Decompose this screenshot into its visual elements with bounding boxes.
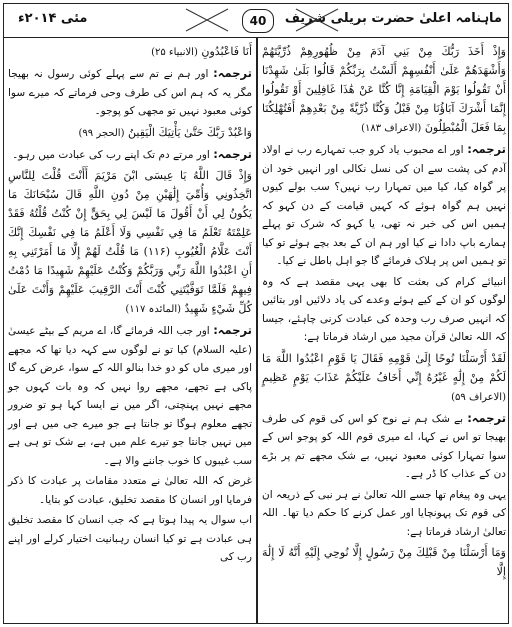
translation-paragraph — [8, 64, 252, 121]
translation-label: ترجمہ: — [213, 66, 252, 80]
left-column — [8, 42, 252, 569]
ayah-reference: (المائدہ ۱۱۷) — [125, 304, 181, 315]
translation-label: ترجمہ: — [213, 323, 252, 337]
magazine-page — [3, 3, 509, 624]
header-ornament-left-icon — [184, 7, 230, 33]
body-paragraph: یہی وہ پیغام تھا جسے اللہ تعالیٰ نے ہر نبی کے ذریعہ ان کی قوم تک پہونچایا اور عمل کرنے کا حکم دیا تھا۔ اللہ تعالیٰ ارشاد فرماتا ہے: — [262, 488, 506, 538]
column-divider — [256, 37, 258, 623]
translation-text: اور مرتے دم تک اپنے رب کی عبادت میں رہو۔ — [12, 148, 210, 161]
ayah-reference: (الاعراف ۱۸۳) — [361, 123, 422, 134]
translation-paragraph — [262, 140, 506, 271]
ayah-araf-172 — [262, 42, 506, 138]
body-paragraph: غرض کہ اللہ تعالیٰ نے متعدد مقامات پر عبادت کا ذکر فرمایا اور انسان کا مقصد تخلیق، عبادت کو بتایا۔ — [8, 475, 252, 506]
ayah-text: وَإِذْ أَخَذَ رَبُّكَ مِنْ بَنِي آدَمَ مِنْ ظُهُورِهِمْ ذُرِّيَّتَهُمْ وَأَشْهَدَهُمْ عَلَىٰ أَنْفُسِهِمْ أَلَسْتُ بِرَبِّكُمْ قَالُوا بَلَىٰ شَهِدْنَا أَنْ تَقُولُوا يَوْمَ الْقِيَامَةِ إِنَّا كُنَّا عَنْ هَٰذَا غَافِلِينَ أَوْ تَقُولُوا إِنَّمَا أَشْرَكَ آبَاؤُنَا مِنْ قَبْلُ وَكُنَّا ذُرِّيَّةً مِنْ بَعْدِهِمْ أَفَتُهْلِكُنَا بِمَا فَعَلَ الْمُبْطِلُونَ — [262, 45, 506, 134]
translation-label: ترجمہ: — [467, 410, 507, 425]
right-column — [262, 42, 506, 583]
translation-text: اور جب اللہ فرمائے گا، اے مریم کے بیٹے عیسیٰ (علیہ السلام) کیا تو نے لوگوں سے کہہ دیا تھا کہ مجھے اور میری ماں کو دو خدا بنالو اللہ کے سوا، عرض کرے گا پاکی ہے تجھے، مجھے روا نہیں کہ وہ بات کہوں جو مجھے نہیں پہنچتی، اگر میں نے ایسا کہا ہو تو ضرور تجھے معلوم ہوگا تو جانتا ہے جو میرے جی میں ہے اور میں نہیں جانتا جو تیرے علم میں ہے، بے شک تو ہی ہے سب غیبوں کا خوب جاننے والا ہے۔ — [8, 325, 252, 467]
ayah-araf-59 — [262, 349, 506, 407]
magazine-title: ماہنامہ اعلیٰ حضرت بریلی شریف — [284, 11, 502, 26]
ayah-reference: (الانبیاء ۲۵) — [151, 47, 198, 58]
translation-paragraph — [8, 321, 252, 470]
translation-paragraph — [262, 409, 506, 484]
header-ornament-right-icon — [294, 7, 340, 33]
issue-date: مئی ۲۰۱۴ء — [18, 11, 88, 26]
ayah-reference: (الحجر ۹۹) — [78, 127, 125, 139]
ayah-text: لَقَدْ أَرْسَلْنَا نُوحًا إِلَىٰ قَوْمِهِ فَقَالَ يَا قَوْمِ اعْبُدُوا اللَّهَ مَا لَكُمْ مِنْ إِلَٰهٍ غَيْرُهُ إِنِّي أَخَافُ عَلَيْكُمْ عَذَابَ يَوْمٍ عَظِيمٍ — [262, 351, 506, 384]
ayah-reference: (الاعراف ۵۹) — [451, 391, 506, 403]
ayah-anbiya-25-end — [8, 42, 252, 62]
ayah-text: وَاعْبُدْ رَبَّكَ حَتَّىٰ يَأْتِيَكَ الْيَقِينُ — [128, 125, 252, 139]
page-header — [4, 4, 508, 38]
translation-text: اور ہم نے تم سے پہلے کوئی رسول نہ بھیجا مگر یہ کہ ہم اس کی طرف وحی فرماتے کہ میرے سوا کوئی معبود نہیں تو مجھی کو پوجو۔ — [8, 68, 252, 117]
page-number: 40 — [242, 9, 274, 33]
ayah-text: أَنَا فَاعْبُدُونِ — [201, 45, 252, 58]
translation-paragraph — [8, 145, 252, 165]
ayah-text: وَإِذْ قَالَ اللَّهُ يَا عِيسَى ابْنَ مَرْيَمَ أَأَنْتَ قُلْتَ لِلنَّاسِ اتَّخِذُونِي وَأُمِّيَ إِلَٰهَيْنِ مِنْ دُونِ اللَّهِ قَالَ سُبْحَانَكَ مَا يَكُونُ لِي أَنْ أَقُولَ مَا لَيْسَ لِي بِحَقٍّ إِنْ كُنْتُ قُلْتُهُ فَقَدْ عَلِمْتَهُ تَعْلَمُ مَا فِي نَفْسِي وَلَا أَعْلَمُ مَا فِي نَفْسِكَ إِنَّكَ أَنْتَ عَلَّامُ الْغُيُوبِ (۱۱۶) مَا قُلْتُ لَهُمْ إِلَّا مَا أَمَرْتَنِي بِهِ أَنِ اعْبُدُوا اللَّهَ رَبِّي وَرَبَّكُمْ وَكُنْتُ عَلَيْهِمْ شَهِيدًا مَا دُمْتُ فِيهِمْ فَلَمَّا تَوَفَّيْتَنِي كُنْتَ أَنْتَ الرَّقِيبَ عَلَيْهِمْ وَأَنْتَ عَلَىٰ كُلِّ شَيْءٍ شَهِيدٌ — [8, 169, 252, 315]
translation-label: ترجمہ: — [467, 142, 506, 156]
translation-label: ترجمہ: — [213, 146, 252, 161]
ayah-hijr-99 — [8, 123, 252, 143]
body-paragraph: انبیائے کرام کی بعثت کا بھی یہی مقصد ہے کہ وہ لوگوں کو ان کے کیے ہوئے وعدے کی یاد دلائیں اور بتائیں کہ انہیں صرف رب وحدہ کی عبادت کرنی چاہئے، جیسا کہ اللہ تعالیٰ قرآن مجید میں ارشاد فرماتا ہے: — [262, 275, 506, 343]
translation-text: بے شک ہم نے نوح کو اس کی قوم کی طرف بھیجا تو اس نے کہا، اے میری قوم اللہ کو پوجو اس کے سوا تمہارا کوئی معبود نہیں، بے شک مجھے تم پر بڑے دن کے عذاب کا ڈر ہے۔ — [262, 412, 506, 480]
ayah-anbiya-25: وَمَا أَرْسَلْنَا مِنْ قَبْلِكَ مِنْ رَسُولٍ إِلَّا نُوحِي إِلَيْهِ أَنَّهُ لَا إِلَٰهَ إِلَّا — [262, 546, 506, 578]
ayah-maidah-116 — [8, 166, 252, 319]
translation-text: اور اے محبوب یاد کرو جب تمہارے رب نے اولاد آدم کی پشت سے ان کی نسل نکالی اور انہیں خود ان پر گواہ کیا، کیا میں تمہارا رب نہیں؟ سب بولے کیوں نہیں ہم گواہ ہوئے کہ کہیں قیامت کے دن کہو کہ ہمیں اس کی خبر نہ تھی، یا کہو کہ شرک تو پہلے ہمارے باپ دادا نے کیا اور ہم ان کے بعد بچے ہوئے تو کیا تو ہمیں اس پر ہلاک فرمائے گا جو اہل باطل نے کیا۔ — [262, 144, 506, 267]
body-paragraph: اب سوال یہ پیدا ہوتا ہے کہ جب انسان کا مقصد تخلیق ہی عبادت ہے تو کیا انسان رہبانیت اختیار کرلے اور اپنے رب کی — [8, 514, 252, 563]
